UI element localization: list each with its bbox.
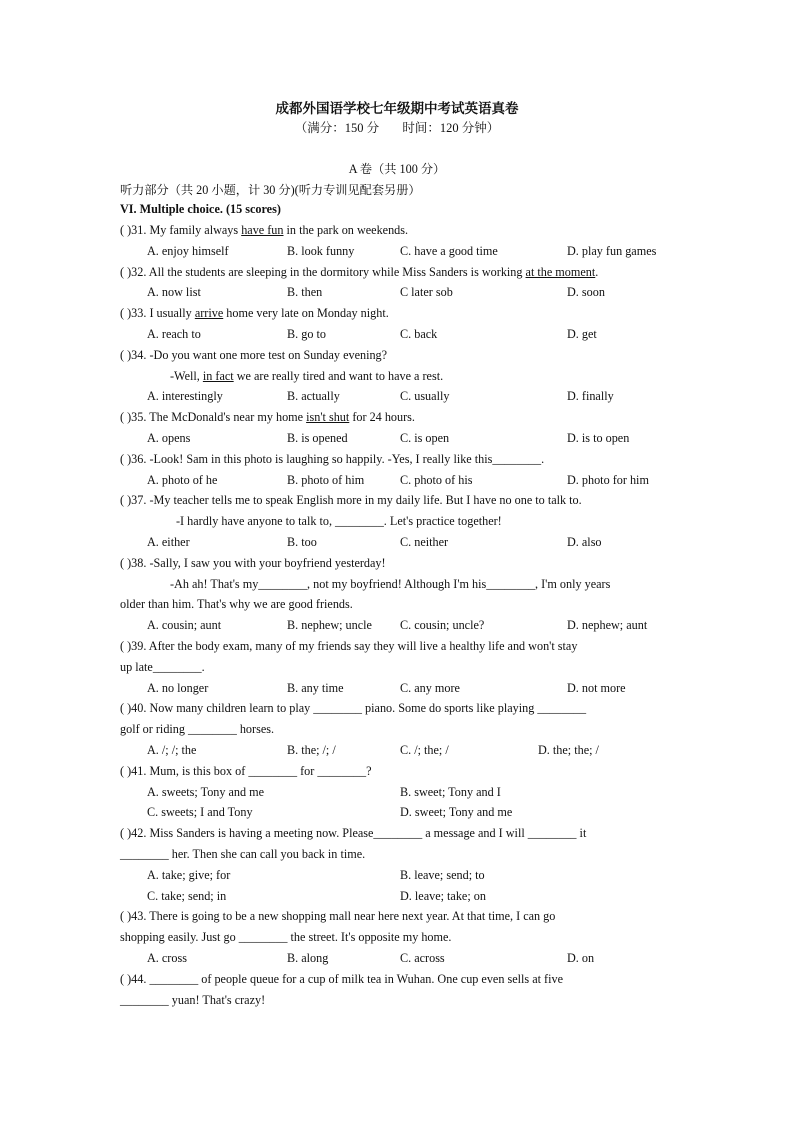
option-d: D. is to open — [567, 431, 630, 445]
exam-time: 时间：120 分钟） — [402, 121, 500, 135]
question-continuation — [120, 847, 365, 862]
option-c: C. photo of his — [400, 472, 473, 487]
option-b: B. photo of him — [287, 472, 365, 487]
listening-note: 听力部分（共 20 小题，计 30 分)(听力专训见配套另册） — [120, 183, 421, 197]
option-c: C. neither — [400, 535, 449, 549]
question-text: My family always — [149, 223, 242, 237]
continuation-text: shopping easily. Just go ________ the street. It's opposite my home. — [120, 930, 452, 945]
question-number: ( )43. — [120, 909, 147, 924]
option-c: C later sob — [400, 285, 453, 300]
response-text: -Ah ah! That's my________, not my boyfriend! Although I'm his________, I'm only years — [170, 576, 611, 591]
option-c: C. across — [400, 951, 445, 965]
option-a: A. cross — [147, 951, 187, 965]
subtitle — [0, 118, 794, 136]
question-number: ( )35. — [120, 410, 147, 425]
question-number: ( )32. — [120, 264, 147, 279]
section-a-heading: A 卷（共 100 分） — [348, 162, 446, 176]
option-d: D. photo for him — [567, 472, 649, 487]
question-line — [120, 556, 386, 571]
question-number: ( )40. — [120, 701, 147, 716]
question-number: ( )34. — [120, 347, 147, 362]
option-a: A. opens — [147, 431, 191, 445]
question-response-line — [170, 577, 610, 592]
option-a: A. no longer — [147, 680, 209, 695]
option-d: D. get — [567, 327, 597, 341]
option-d: D. leave; take; on — [400, 888, 486, 903]
underlined-phrase: in fact — [202, 368, 234, 383]
question-line — [120, 265, 598, 280]
option-d: D. sweet; Tony and me — [400, 805, 513, 820]
continuation-text: ________ her. Then she can call you back in time. — [120, 847, 366, 861]
question-line — [120, 493, 582, 508]
question-line — [120, 826, 586, 841]
question-number: ( )44. — [120, 971, 147, 986]
response-text-end: we are really tired and want to have a rest. — [233, 368, 444, 383]
question-text: After the body exam, many of my friends say they will live a healthy life and won't stay — [148, 639, 578, 653]
question-line — [120, 701, 586, 716]
part-title: VI. Multiple choice. (15 scores) — [120, 202, 281, 216]
option-c: C. take; send; in — [147, 888, 227, 903]
option-c: C. is open — [400, 431, 450, 445]
option-c: C. have a good time — [400, 243, 498, 258]
question-text: -My teacher tells me to speak English more in my daily life. But I have no one to talk to. — [149, 493, 582, 508]
question-response-line — [170, 369, 443, 384]
option-b: B. along — [287, 951, 329, 965]
question-text: Now many children learn to play ________ piano. Some do sports like playing ________ — [149, 701, 587, 716]
question-text: I usually — [149, 306, 195, 321]
question-text: ________ of people queue for a cup of milk tea in Wuhan. One cup even sells at five — [149, 971, 563, 986]
underlined-phrase: at the moment — [525, 264, 596, 279]
question-line — [120, 306, 389, 321]
option-b: B. actually — [287, 389, 340, 404]
option-c: C. cousin; uncle? — [400, 618, 485, 633]
underlined-phrase: arrive — [194, 306, 224, 321]
option-c: C. any more — [400, 680, 460, 695]
question-text: -Look! Sam in this photo is laughing so happily. -Yes, I really like this________. — [149, 451, 545, 466]
option-b: B. leave; send; to — [400, 867, 485, 882]
option-b: B. too — [287, 535, 317, 549]
option-a: A. reach to — [147, 327, 201, 341]
continuation-text: up late________. — [120, 659, 205, 674]
question-line — [120, 452, 544, 467]
question-number: ( )31. — [120, 223, 147, 237]
question-line — [120, 639, 577, 654]
question-line — [120, 223, 408, 238]
question-number: ( )41. — [120, 763, 147, 778]
response-text: -Well, — [170, 368, 203, 383]
question-text-end: in the park on weekends. — [283, 223, 409, 237]
full-score: （满分：150 分 — [294, 121, 380, 135]
option-d: D. not more — [567, 680, 626, 695]
option-d: D. also — [567, 535, 602, 549]
option-b: B. then — [287, 285, 323, 300]
question-text-end: home very late on Monday night. — [223, 306, 389, 321]
option-d: D. soon — [567, 285, 605, 300]
question-text-end: . — [595, 264, 599, 279]
option-a: A. cousin; aunt — [147, 618, 222, 633]
option-c: C. usually — [400, 389, 450, 404]
option-a: A. now list — [147, 285, 201, 300]
question-continuation — [120, 993, 265, 1008]
option-b: B. go to — [287, 327, 326, 341]
option-d: D. finally — [567, 389, 614, 404]
option-c: C. sweets; I and Tony — [147, 805, 253, 820]
option-b: B. the; /; / — [287, 743, 336, 757]
response-text: -I hardly have anyone to talk to, ________. Let's practice together! — [176, 514, 502, 529]
option-b: B. nephew; uncle — [287, 618, 372, 633]
question-text: The McDonald's near my home — [149, 410, 307, 425]
option-c: C. /; the; / — [400, 743, 449, 757]
question-line — [120, 348, 387, 363]
option-a: A. photo of he — [147, 472, 218, 487]
question-text: There is going to be a new shopping mall near here next year. At that time, I can go — [149, 909, 556, 924]
continuation-text: ________ yuan! That's crazy! — [120, 992, 266, 1007]
continuation-text: golf or riding ________ horses. — [120, 722, 275, 737]
page-title: 成都外国语学校七年级期中考试英语真卷 — [275, 101, 519, 116]
question-continuation — [120, 930, 451, 945]
question-text: -Do you want one more test on Sunday evening? — [149, 347, 388, 362]
underlined-phrase: isn't shut — [306, 410, 350, 425]
question-response-line — [176, 514, 502, 529]
question-number: ( )39. — [120, 639, 147, 653]
question-text: -Sally, I saw you with your boyfriend yesterday! — [149, 555, 386, 570]
question-text-end: for 24 hours. — [349, 410, 415, 425]
option-d: D. on — [567, 951, 595, 965]
question-number: ( )33. — [120, 306, 147, 321]
option-c: C. back — [400, 327, 438, 341]
option-a: A. sweets; Tony and me — [147, 784, 265, 799]
question-number: ( )36. — [120, 451, 147, 466]
question-continuation — [120, 722, 274, 737]
option-b: B. look funny — [287, 243, 355, 258]
option-a: A. either — [147, 535, 190, 549]
question-number: ( )37. — [120, 493, 147, 508]
question-line — [120, 909, 555, 924]
question-line — [120, 972, 563, 987]
question-continuation — [120, 660, 205, 675]
question-text: Miss Sanders is having a meeting now. Please________ a message and I will ________ it — [149, 826, 587, 841]
question-number: ( )38. — [120, 555, 147, 570]
option-b: B. is opened — [287, 431, 348, 445]
question-text: Mum, is this box of ________ for ________? — [149, 763, 372, 778]
question-number: ( )42. — [120, 826, 147, 841]
continuation-text: older than him. That's why we are good friends. — [120, 597, 353, 612]
option-a: A. /; /; the — [147, 743, 197, 757]
question-line — [120, 764, 372, 779]
option-d: D. the; the; / — [538, 743, 599, 757]
underlined-phrase: have fun — [241, 223, 284, 237]
option-b: B. any time — [287, 680, 344, 695]
option-b: B. sweet; Tony and I — [400, 784, 501, 799]
option-a: A. enjoy himself — [147, 243, 229, 258]
option-a: A. take; give; for — [147, 867, 231, 882]
question-line — [120, 410, 415, 425]
question-text: All the students are sleeping in the dormitory while Miss Sanders is working — [148, 264, 526, 279]
option-d: D. nephew; aunt — [567, 618, 648, 633]
option-d: D. play fun games — [567, 243, 657, 258]
option-a: A. interestingly — [147, 389, 223, 404]
question-continuation — [120, 597, 353, 612]
